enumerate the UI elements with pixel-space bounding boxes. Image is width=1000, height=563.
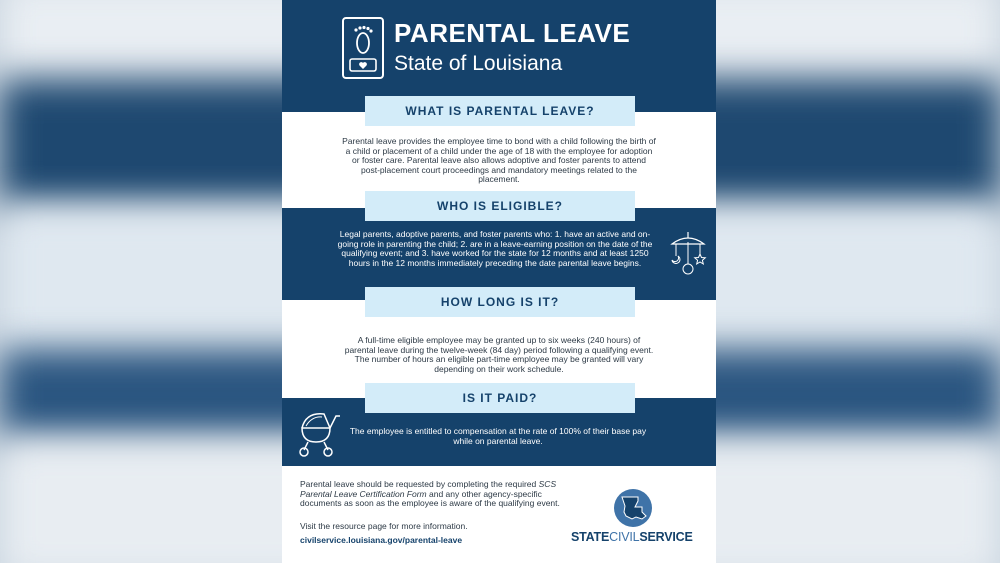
section-body: A full-time eligible employee may be granted up to six weeks (240 hours) of parental leave during the twelve-week (84 day) period following a qualifying event. The number of hours an eligible part-time employee may be granted will vary depending on their work schedule. bbox=[344, 335, 654, 374]
resource-page-link[interactable]: civilservice.louisiana.gov/parental-leave bbox=[300, 535, 463, 545]
heading-is-it-paid: IS IT PAID? bbox=[365, 383, 635, 413]
heading-who-is-eligible: WHO IS ELIGIBLE? bbox=[365, 191, 635, 221]
request-text-start: Parental leave should be requested by completing the required bbox=[300, 479, 539, 489]
section-body: Legal parents, adoptive parents, and foster parents who: 1. have an active and on-going role in parenting the child; 2. are in a leave-earning position on the date of the qualifying event; and 3. have worked for the state for 12 months and at least 1250 hours in the 12 months immediately preceding the date parental leave begins. bbox=[337, 229, 653, 268]
heading-what-is-parental-leave: WHAT IS PARENTAL LEAVE? bbox=[365, 96, 635, 126]
state-civil-service-logo bbox=[571, 530, 693, 544]
footer-request-text bbox=[300, 480, 570, 509]
brand-civil: CIVIL bbox=[609, 530, 640, 544]
parental-leave-poster bbox=[282, 0, 716, 563]
baby-footprint-icon bbox=[342, 17, 384, 79]
louisiana-map-icon bbox=[612, 488, 654, 533]
baby-stroller-icon bbox=[294, 408, 342, 463]
brand-state: STATE bbox=[571, 530, 610, 544]
request-text-end: and any other agency-specific documents as soon as the employee is aware of the qualifying event. bbox=[300, 488, 560, 509]
footer-visit-text: Visit the resource page for more information. bbox=[300, 521, 468, 531]
poster-title: PARENTAL LEAVE bbox=[394, 18, 631, 48]
heading-how-long-is-it: HOW LONG IS IT? bbox=[365, 287, 635, 317]
brand-service: SERVICE bbox=[639, 530, 693, 544]
section-body: The employee is entitled to compensation at the rate of 100% of their base pay while on parental leave. bbox=[349, 426, 647, 446]
poster-subtitle: State of Louisiana bbox=[394, 52, 563, 75]
section-body: Parental leave provides the employee time to bond with a child following the birth of a child or placement of a child under the age of 18 with the employee for adoption or foster care. Parental leave also allows adoptive and foster parents to attend post-placement court proceedings and mandatory meetings related to the placement. bbox=[342, 136, 656, 185]
baby-mobile-icon bbox=[666, 230, 710, 281]
certification-form-name: SCS Parental Leave Certification Form bbox=[300, 479, 557, 499]
